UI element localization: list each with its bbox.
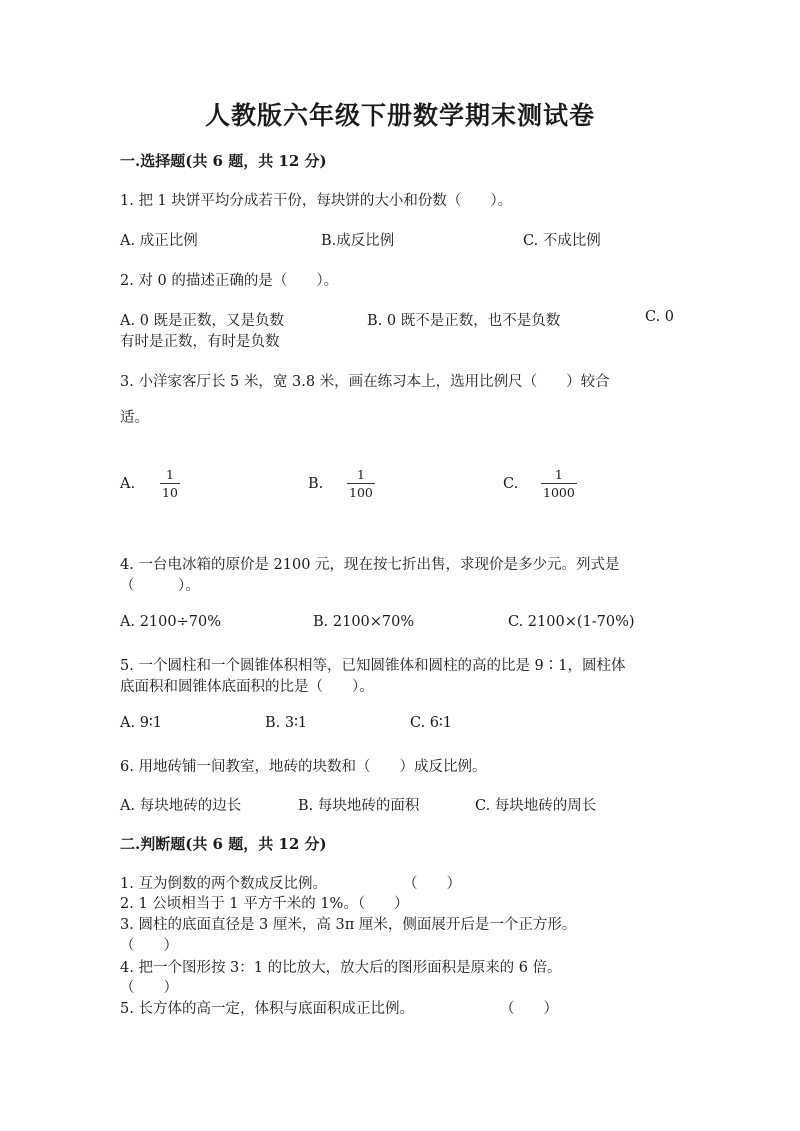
section-heading-choice: 一.选择题(共 6 题，共 12 分) <box>120 152 327 170</box>
q5-option-b[interactable]: B. 3∶1 <box>265 715 308 731</box>
q3-option-c-label[interactable]: C. <box>503 476 519 492</box>
q3-option-c-fraction <box>541 467 577 500</box>
question-5-line-2: 底面积和圆锥体底面积的比是（ ）。 <box>120 679 374 695</box>
question-1: 1. 把 1 块饼平均分成若干份，每块饼的大小和份数（ ）。 <box>120 193 513 209</box>
judgement-item-1: 1. 互为倒数的两个数成反比例。 <box>120 876 327 892</box>
q6-option-b[interactable]: B. 每块地砖的面积 <box>298 798 420 814</box>
q3-option-a-label[interactable]: A. <box>120 476 136 492</box>
judgement-item-1-answer-paren[interactable]: （ ） <box>403 876 461 892</box>
judgement-item-4: 4. 把一个图形按 3：1 的比放大，放大后的图形面积是原来的 6 倍。 <box>120 960 562 976</box>
fraction-bar <box>541 483 577 484</box>
question-4-line-2: （ ）。 <box>120 578 200 594</box>
fraction-bar <box>347 483 375 484</box>
q1-option-b[interactable]: B.成反比例 <box>321 233 395 249</box>
q2-option-a[interactable]: A. 0 既是正数，又是负数 <box>120 313 285 329</box>
q1-option-a[interactable]: A. 成正比例 <box>120 233 198 249</box>
q5-option-c[interactable]: C. 6∶1 <box>410 715 453 731</box>
q2-option-c[interactable]: C. 0 <box>645 309 675 325</box>
question-6: 6. 用地砖铺一间教室，地砖的块数和（ ）成反比例。 <box>120 759 487 775</box>
judgement-item-3: 3. 圆柱的底面直径是 3 厘米，高 3π 厘米，侧面展开后是一个正方形。 <box>120 917 577 933</box>
q6-option-a[interactable]: A. 每块地砖的边长 <box>120 798 242 814</box>
fraction-numerator: 1 <box>554 467 563 482</box>
question-2: 2. 对 0 的描述正确的是（ ）。 <box>120 273 339 289</box>
judgement-item-2: 2. 1 公顷相当于 1 平方千米的 1%。（ ） <box>120 896 409 912</box>
q4-option-c[interactable]: C. 2100×(1-70%) <box>508 614 635 630</box>
q4-option-b[interactable]: B. 2100×70% <box>313 614 415 630</box>
question-4-line-1: 4. 一台电冰箱的原价是 2100 元，现在按七折出售，求现价是多少元。列式是 <box>120 557 620 573</box>
question-3-line-1: 3. 小洋家客厅长 5 米，宽 3.8 米，画在练习本上，选用比例尺（ ）较合 <box>120 374 610 390</box>
q3-option-b-label[interactable]: B. <box>308 476 324 492</box>
fraction-denominator: 1000 <box>543 485 575 500</box>
question-3-line-2: 适。 <box>120 410 149 426</box>
fraction-bar <box>160 483 180 484</box>
fraction-numerator: 1 <box>356 467 365 482</box>
q2-option-c-continued: 有时是正数，有时是负数 <box>120 334 280 350</box>
judgement-item-4-answer-paren[interactable]: （ ） <box>120 980 178 996</box>
question-5-line-1: 5. 一个圆柱和一个圆锥体积相等，已知圆锥体和圆柱的高的比是 9∶1，圆柱体 <box>120 658 626 674</box>
page-title: 人教版六年级下册数学期末测试卷 <box>204 101 595 130</box>
section-heading-judgement: 二.判断题(共 6 题，共 12 分) <box>120 835 327 853</box>
q2-option-b[interactable]: B. 0 既不是正数，也不是负数 <box>367 313 561 329</box>
q6-option-c[interactable]: C. 每块地砖的周长 <box>475 798 597 814</box>
fraction-denominator: 100 <box>349 485 373 500</box>
q4-option-a[interactable]: A. 2100÷70% <box>120 614 221 630</box>
q1-option-c[interactable]: C. 不成比例 <box>523 233 601 249</box>
fraction-denominator: 10 <box>162 485 178 500</box>
judgement-item-3-answer-paren[interactable]: （ ） <box>120 938 178 954</box>
judgement-item-5-answer-paren[interactable]: （ ） <box>500 1001 558 1017</box>
judgement-item-5: 5. 长方体的高一定，体积与底面积成正比例。 <box>120 1001 414 1017</box>
q3-option-b-fraction <box>347 467 375 500</box>
q3-option-a-fraction <box>160 467 180 500</box>
q5-option-a[interactable]: A. 9∶1 <box>120 715 162 731</box>
fraction-numerator: 1 <box>165 467 174 482</box>
